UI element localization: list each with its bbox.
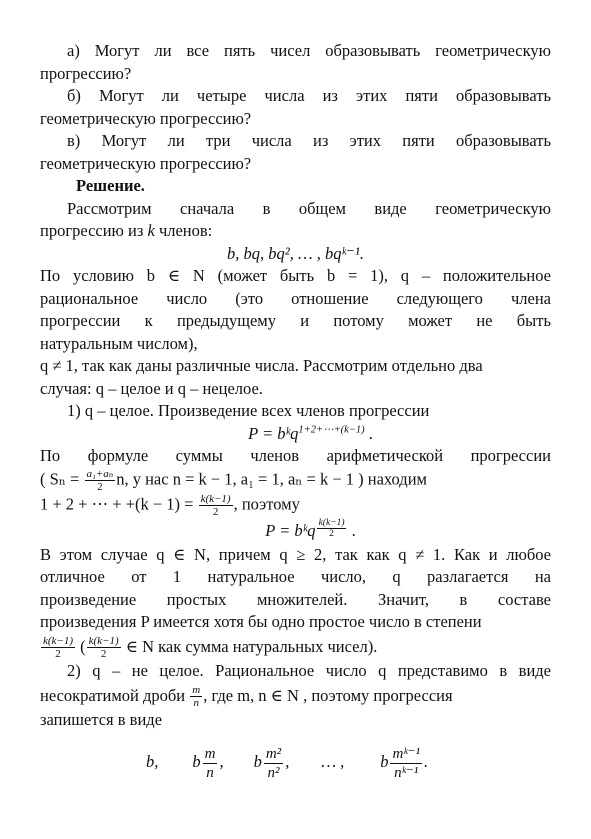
- condition-line5: q ≠ 1, так как даны различные числа. Рассмотрим отдельно два: [40, 356, 483, 375]
- condition-line6: случая: q – целое и q – нецелое.: [40, 378, 263, 398]
- question-c-line1: в) Могут ли три числа из этих пяти образовывать: [67, 131, 551, 150]
- solution-heading: Решение.: [76, 176, 145, 195]
- case1-line8: произведения P имеется хотя бы одно простое число в степени: [40, 612, 482, 631]
- question-a-line1: а) Могут ли все пять чисел образовывать геометрическую: [67, 41, 551, 60]
- term-last-fraction: $\frac{\text{mᵏ⁻¹}}{\text{nᵏ⁻¹}}$: [392, 745, 420, 781]
- question-c-line2: геометрическую прогрессию?: [40, 153, 252, 173]
- sum-result-fraction: $\frac{k(k-1)}{2}$: [200, 492, 231, 518]
- document-page: [40, 40, 551, 782]
- condition-line4: натуральным числом),: [40, 333, 198, 353]
- term2-fraction: $\frac{m}{n}$: [204, 745, 216, 781]
- condition-line1: По условию b ∈ N (может быть b = 1), q – положительное: [40, 266, 551, 285]
- case1-line5: В этом случае q ∈ N, причем q ≥ 2, так как q ≠ 1. Как и любое: [40, 544, 551, 564]
- case1-line3: ( Sₙ = $\frac{\text{a₁+aₙ}}{2}$ n, у нас n = k − 1, a₁ = 1, aₙ = k − 1 ) находим: [40, 467, 427, 493]
- power-fraction-repeat: $\frac{k(k-1)}{2}$: [88, 635, 119, 661]
- question-a-line2: прогрессию?: [40, 63, 132, 83]
- condition-line3: прогрессии к предыдущему и потому может не быть: [40, 311, 551, 330]
- case2-line2: несократимой дроби $\frac{m}{n}$ , где m, n ∈ N , поэтому прогрессия: [40, 684, 453, 710]
- power-fraction: $\frac{k(k-1)}{2}$: [43, 635, 74, 661]
- intro-line2: прогрессию из k членов:: [40, 221, 213, 240]
- case1-line6: отличное от 1 натуральное число, q разлагается на: [40, 567, 551, 586]
- exponent-fraction: $\frac{k(k-1)}{2}$: [318, 517, 345, 539]
- case1-line4: 1 + 2 + ⋯ + +(k − 1) = $\frac{k(k-1)}{2}$ , поэтому: [40, 492, 300, 518]
- progression-terms: b, b $\frac{m}{n}$ , b $\frac{\text{m²}}{\text{n²}}$ , … , b $\frac{\text{mᵏ⁻¹}}{\text{nᵏ⁻¹}}$ .: [146, 745, 429, 781]
- case1-line2: По формуле суммы членов арифметической прогрессии: [40, 446, 551, 465]
- case1-line7: произведение простых множителей. Значит, в составе: [40, 589, 551, 609]
- case1-line9: $\frac{k(k-1)}{2}$ ( $\frac{k(k-1)}{2}$ ∈ N как сумма натуральных чисел).: [43, 635, 378, 661]
- sequence-formula: b, bq, bq², … , bqᵏ⁻¹.: [227, 243, 364, 263]
- condition-line2: рациональное число (это отношение следующего члена: [40, 288, 551, 308]
- term3-fraction: $\frac{\text{m²}}{\text{n²}}$: [265, 745, 282, 781]
- case1-product-formula: P = bᵏq$^{1+2+\cdots+(k-1)}$ .: [248, 423, 373, 443]
- question-b-line1: б) Могут ли четыре числа из этих пяти образовывать: [67, 86, 551, 105]
- m-over-n-fraction: $\frac{m}{n}$: [192, 684, 201, 710]
- case2-line1: 2) q – не целое. Рациональное число q представимо в виде: [67, 661, 551, 681]
- question-b-line2: геометрическую прогрессию?: [40, 108, 252, 128]
- sum-formula-fraction: $\frac{\text{a₁+aₙ}}{2}$: [86, 467, 114, 493]
- case1-product-formula2: P = bᵏq $\frac{k(k-1)}{2}$ .: [265, 517, 356, 540]
- case1-line1: 1) q – целое. Произведение всех членов прогрессии: [67, 401, 430, 420]
- case2-line3: запишется в виде: [40, 710, 163, 730]
- intro-line1: Рассмотрим сначала в общем виде геометрическую: [67, 198, 551, 218]
